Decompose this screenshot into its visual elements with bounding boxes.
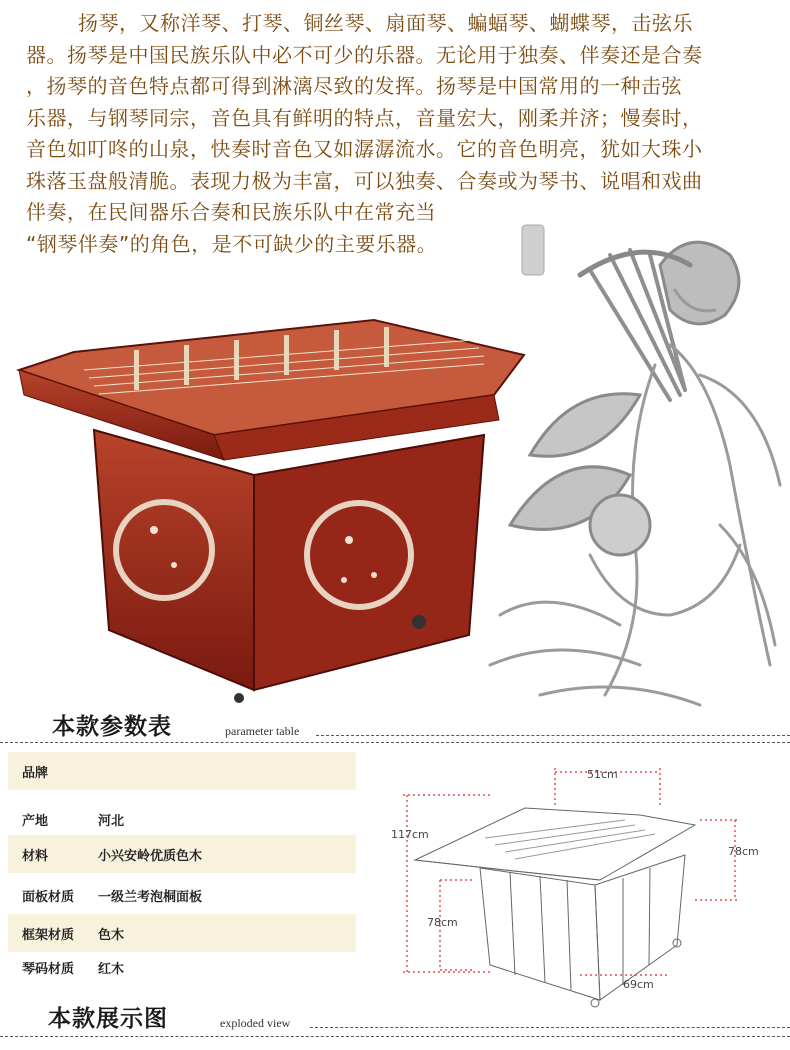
intro-line: ，扬琴的音色特点都可得到淋漓尽致的发挥。扬琴是中国常用的一种击弦 <box>26 74 682 98</box>
divider <box>316 735 790 736</box>
intro-line: 伴奏，在民间器乐合奏和民族乐队中在常充当 <box>26 200 436 224</box>
dim-top-width: 51cm <box>587 768 618 781</box>
intro-line: 音色如叮咚的山泉，快奏时音色又如潺潺流水。它的音色明亮，犹如大珠小 <box>26 137 703 161</box>
param-row-frame-material <box>8 914 356 952</box>
param-label: 品牌 <box>22 765 49 781</box>
param-row-origin <box>8 800 356 838</box>
display-section-title: 本款展示图 <box>48 1006 168 1032</box>
intro-line: 扬琴，又称洋琴、打琴、铜丝琴、扇面琴、蝙蝠琴、蝴蝶琴，击弦乐 <box>78 11 693 35</box>
param-value: 小兴安岭优质色木 <box>98 848 203 864</box>
dim-total-height: 117cm <box>391 828 429 841</box>
intro-line: 器。扬琴是中国民族乐队中必不可少的乐器。无论用于独奏、伴奏还是合奏 <box>26 42 703 67</box>
param-section-title: 本款参数表 <box>52 714 172 740</box>
param-row-panel-material <box>8 876 356 914</box>
param-value: 色木 <box>98 927 125 943</box>
dim-depth: 78cm <box>728 845 759 858</box>
param-label: 产地 <box>22 813 49 829</box>
param-row-bridge-material <box>8 948 356 986</box>
param-row-material <box>8 835 356 873</box>
param-row-brand <box>8 752 356 790</box>
param-value: 一级兰考泡桐面板 <box>98 889 203 905</box>
yangqin-instrument-image <box>14 300 534 710</box>
intro-line: 乐器，与钢琴同宗，音色具有鲜明的特点，音量宏大，刚柔并济；慢奏时， <box>26 105 703 130</box>
param-label: 面板材质 <box>22 889 75 905</box>
divider <box>310 1027 790 1028</box>
divider <box>0 742 790 743</box>
intro-line: 珠落玉盘般清脆。表现力极为丰富，可以独奏、合奏或为琴书、说唱和戏曲 <box>26 168 703 193</box>
param-label: 材料 <box>22 848 49 864</box>
param-value: 河北 <box>98 813 125 829</box>
display-section-subtitle: exploded view <box>220 1016 291 1030</box>
intro-line: “钢琴伴奏”的角色，是不可缺少的主要乐器。 <box>26 231 438 256</box>
param-label: 框架材质 <box>22 927 75 943</box>
param-label: 琴码材质 <box>22 961 75 977</box>
param-section-subtitle: parameter table <box>225 724 300 738</box>
dimension-diagram <box>391 760 790 1015</box>
dim-leg-height: 78cm <box>427 916 458 929</box>
divider <box>0 1036 790 1037</box>
dim-base-width: 69cm <box>623 978 654 991</box>
param-value: 红木 <box>98 961 125 977</box>
